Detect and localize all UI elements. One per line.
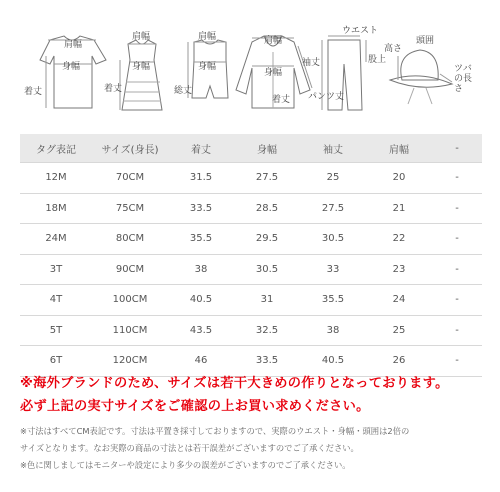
tshirt-shoulder-label: 肩幅 [64,40,83,50]
dress-illustration [120,40,162,110]
cell-chest: 32.5 [234,315,300,346]
measurement-diagram [0,0,500,120]
cell-sleeve: 33 [300,254,366,285]
cell-sleeve: 25 [300,163,366,194]
jacket-sleeve-label: 袖丈 [302,58,321,68]
cell-extra: - [432,224,482,255]
table-header-row [20,134,482,163]
hat-brim-label: ツバの長さ [454,64,473,94]
cell-extra: - [432,346,482,377]
cell-chest: 31 [234,285,300,316]
jacket-shoulder-label: 肩幅 [264,36,283,46]
cell-shoulder: 26 [366,346,432,377]
cell-size: 75CM [92,193,168,224]
cell-size: 100CM [92,285,168,316]
size-warning-line1: ※海外ブランドのため、サイズは若干大きめの作りとなっております。 [20,376,449,391]
cell-length: 46 [168,346,234,377]
header-length: 着丈 [168,134,234,163]
hat-head-label: 頭囲 [416,36,435,46]
jacket-length-label: 着丈 [272,95,291,105]
cell-sleeve: 38 [300,315,366,346]
romper-shoulder-label: 肩幅 [198,32,217,42]
pants-rise-label: 股上 [368,55,387,65]
cell-sleeve: 40.5 [300,346,366,377]
cell-size: 110CM [92,315,168,346]
cell-tag: 18M [20,193,92,224]
tshirt-chest-label: 身幅 [62,62,81,72]
measurement-note-line2: サイズとなります。なお実際の商品の寸法とは若干誤差がございますのでご了承ください。 [20,443,359,453]
table-row [20,163,482,194]
cell-tag: 24M [20,224,92,255]
cell-shoulder: 21 [366,193,432,224]
cell-extra: - [432,193,482,224]
measurement-note-line1: ※寸法はすべてCM表記です。寸法は平置き採寸しておりますので、実際のウエスト・身幅・頭囲は2倍の [20,426,410,436]
table-row [20,224,482,255]
cell-sleeve: 27.5 [300,193,366,224]
cell-tag: 3T [20,254,92,285]
header-extra: - [432,134,482,163]
cell-shoulder: 25 [366,315,432,346]
cell-shoulder: 23 [366,254,432,285]
dress-length-label: 着丈 [104,84,123,94]
size-warning-line2: 必ず上記の実寸サイズをご確認の上お買い求めください。 [20,399,370,414]
cell-tag: 6T [20,346,92,377]
table-row [20,193,482,224]
table-row [20,285,482,316]
dress-shoulder-label: 肩幅 [132,32,151,42]
hat-illustration [390,50,452,104]
cell-chest: 27.5 [234,163,300,194]
cell-tag: 4T [20,285,92,316]
cell-length: 33.5 [168,193,234,224]
cell-shoulder: 20 [366,163,432,194]
header-shoulder: 肩幅 [366,134,432,163]
cell-extra: - [432,285,482,316]
cell-length: 43.5 [168,315,234,346]
cell-shoulder: 24 [366,285,432,316]
cell-size: 80CM [92,224,168,255]
pants-waist-label: ウエスト [342,26,379,36]
cell-extra: - [432,254,482,285]
tshirt-length-label: 着丈 [24,87,43,97]
cell-chest: 30.5 [234,254,300,285]
cell-sleeve: 30.5 [300,224,366,255]
cell-extra: - [432,315,482,346]
dress-chest-label: 身幅 [132,62,151,72]
romper-length-label: 総丈 [174,86,193,96]
cell-sleeve: 35.5 [300,285,366,316]
cell-tag: 5T [20,315,92,346]
cell-length: 40.5 [168,285,234,316]
size-table [20,134,482,377]
pants-length-label: パンツ丈 [308,92,345,102]
header-chest: 身幅 [234,134,300,163]
jacket-chest-label: 身幅 [264,68,283,78]
table-row [20,315,482,346]
cell-length: 31.5 [168,163,234,194]
header-size: サイズ(身長) [92,134,168,163]
header-tag: タグ表記 [20,134,92,163]
hat-height-label: 高さ [384,44,403,54]
color-note: ※色に関しましてはモニターや設定により多少の誤差がございますのでご了承ください。 [20,460,351,470]
cell-chest: 33.5 [234,346,300,377]
cell-length: 38 [168,254,234,285]
header-sleeve: 袖丈 [300,134,366,163]
cell-length: 35.5 [168,224,234,255]
cell-shoulder: 22 [366,224,432,255]
cell-size: 90CM [92,254,168,285]
cell-size: 70CM [92,163,168,194]
table-row [20,254,482,285]
cell-extra: - [432,163,482,194]
garment-illustrations [0,0,500,120]
cell-tag: 12M [20,163,92,194]
cell-chest: 28.5 [234,193,300,224]
cell-chest: 29.5 [234,224,300,255]
cell-size: 120CM [92,346,168,377]
romper-chest-label: 身幅 [198,62,217,72]
